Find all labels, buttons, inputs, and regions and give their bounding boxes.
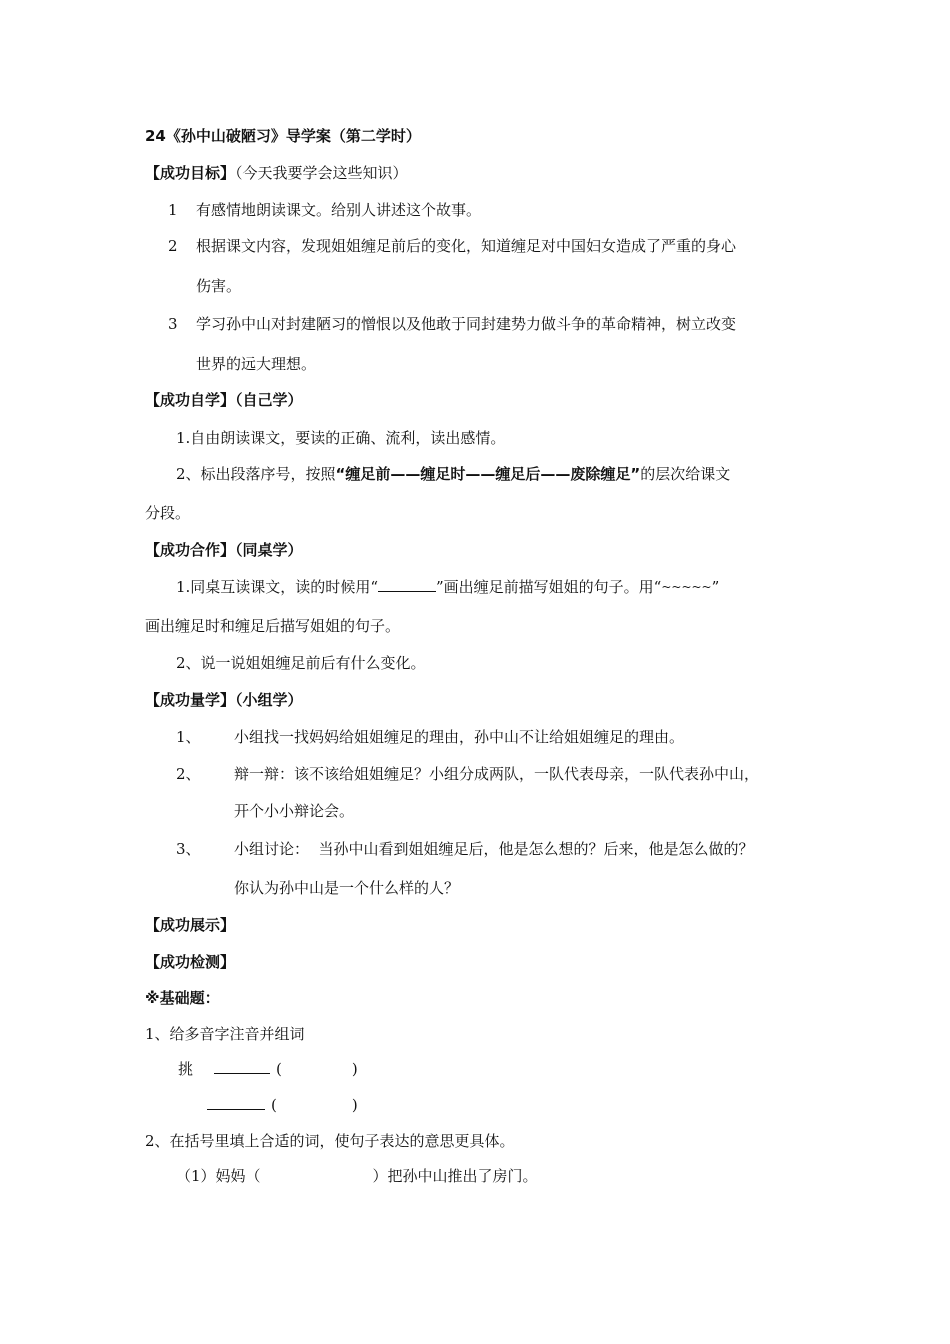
group-item-2-num: 2、 [176,765,201,783]
paren-close-2: ) [351,1096,358,1114]
self-study-item-2-pre: 2、标出段落序号，按照 [176,465,336,483]
goal-item-3-cont: 世界的远大理想。 [196,355,317,373]
q2-text: 2、在括号里填上合适的词，使句子表达的意思更具体。 [145,1132,515,1150]
cooperation-item-1-c: ” [711,578,720,596]
q2-sub-1-post: ）把孙中山推出了房门。 [372,1167,538,1185]
paren-open-2: ( [271,1096,277,1114]
q1-char: 挑 [178,1060,194,1078]
goal-item-1-num: 1 [168,201,178,219]
show-heading: 【成功展示】 [145,916,236,934]
group-item-3-text: 小组讨论： 当孙中山看到姐姐缠足后，他是怎么想的？后来，他是怎么做的？ [234,840,754,858]
cooperation-item-2: 2、说一说姐姐缠足前后有什么变化。 [176,654,426,672]
cooperation-item-1-cont: 画出缠足时和缠足后描写姐姐的句子。 [145,617,401,635]
goals-heading: 【成功目标】 [145,164,236,182]
group-item-1-num: 1、 [176,728,201,746]
goal-item-2-num: 2 [168,237,178,255]
cooperation-item-1 [176,577,719,597]
pinyin-blank-2[interactable] [207,1095,265,1110]
self-study-item-2-bold: “缠足前——缠足时——缠足后——废除缠足” [335,465,641,483]
self-study-item-2 [176,464,730,484]
group-item-1-text: 小组找一找妈妈给姐姐缠足的理由，孙中山不让给姐姐缠足的理由。 [234,728,685,746]
page-title: 24《孙中山破陋习》导学案（第二学时） [145,127,421,145]
underline-blank [378,577,436,592]
self-study-heading: 【成功自学】（自己学） [145,391,303,409]
group-item-2-cont: 开个小小辩论会。 [234,802,355,820]
goal-item-2-cont: 伤害。 [196,277,242,295]
cooperation-item-1-a: 1.同桌互读课文，读的时候用“ [176,578,378,596]
group-item-3-num: 3、 [176,840,201,858]
goal-item-3-text: 学习孙中山对封建陋习的憎恨以及他敢于同封建势力做斗争的革命精神，树立改变 [196,315,737,333]
goal-item-1-text: 有感情地朗读课文。给别人讲述这个故事。 [196,201,482,219]
self-study-item-1: 1.自由朗读课文，要读的正确、流利，读出感情。 [176,429,506,447]
self-study-item-2-cont: 分段。 [145,504,191,522]
goals-heading-line [145,163,408,183]
pinyin-blank-1[interactable] [214,1059,270,1074]
basic-heading: ※基础题： [145,989,220,1007]
group-heading: 【成功量学】（小组学） [145,691,303,709]
q2-sub-1 [176,1166,538,1186]
goals-note: （今天我要学会这些知识） [235,164,408,182]
cooperation-heading: 【成功合作】（同桌学） [145,541,303,559]
wave-line-mark: ~~~~~ [661,580,712,594]
q2-sub-1-pre: （1）妈妈（ [176,1167,261,1185]
goal-item-2-text: 根据课文内容，发现姐姐缠足前后的变化，知道缠足对中国妇女造成了严重的身心 [196,237,737,255]
q1-text: 1、给多音字注音并组词 [145,1025,305,1043]
q1-answer-row-1 [214,1059,358,1079]
paren-close-1: ) [351,1060,358,1078]
test-heading: 【成功检测】 [145,953,236,971]
group-item-2-text: 辩一辩：该不该给姐姐缠足？小组分成两队，一队代表母亲，一队代表孙中山， [234,765,760,783]
paren-open-1: ( [276,1060,282,1078]
self-study-item-2-post: 的层次给课文 [640,465,731,483]
cooperation-item-1-b: ”画出缠足前描写姐姐的句子。用“ [435,578,662,596]
group-item-3-cont: 你认为孙中山是一个什么样的人？ [234,879,460,897]
goal-item-3-num: 3 [168,315,178,333]
q1-answer-row-2 [207,1095,358,1115]
